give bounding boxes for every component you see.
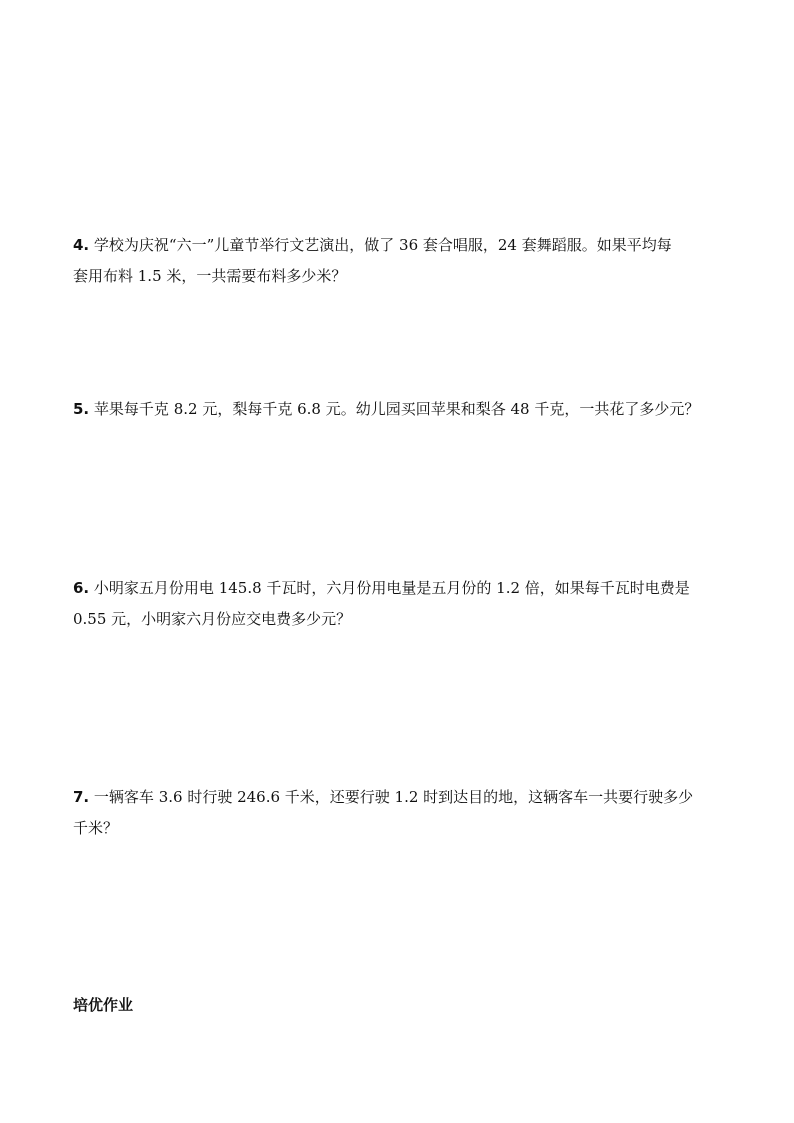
question-5-text-1: 苹果每千克 8.2 元，梨每千克 6.8 元。幼儿园买回苹果和梨各 48 千克，一共花了多少元？ — [93, 400, 700, 418]
question-6 — [73, 573, 723, 635]
question-6-text-1: 小明家五月份用电 145.8 千瓦时，六月份用电量是五月份的 1.2 倍，如果每千瓦时电费是 — [93, 579, 690, 597]
question-5-line-1 — [73, 394, 723, 425]
question-5 — [73, 394, 723, 425]
question-7-number: 7. — [73, 788, 90, 806]
question-7-line-1 — [73, 782, 723, 813]
question-4 — [73, 230, 723, 292]
question-4-line-1 — [73, 230, 723, 261]
question-7-text-1: 一辆客车 3.6 时行驶 246.6 千米，还要行驶 1.2 时到达目的地，这辆客车一共要行驶多少 — [93, 788, 694, 806]
question-4-text-1: 学校为庆祝“六一”儿童节举行文艺演出，做了 36 套合唱服，24 套舞蹈服。如果平均每 — [93, 236, 672, 254]
question-6-number: 6. — [73, 579, 90, 597]
question-6-line-2: 0.55 元，小明家六月份应交电费多少元？ — [73, 610, 352, 628]
question-7 — [73, 782, 723, 844]
question-4-line-2: 套用布料 1.5 米，一共需要布料多少米？ — [73, 267, 347, 285]
section-heading: 培优作业 — [73, 996, 134, 1014]
question-7-line-2: 千米？ — [73, 819, 119, 837]
question-6-line-1 — [73, 573, 723, 604]
question-5-number: 5. — [73, 400, 90, 418]
question-4-number: 4. — [73, 236, 90, 254]
